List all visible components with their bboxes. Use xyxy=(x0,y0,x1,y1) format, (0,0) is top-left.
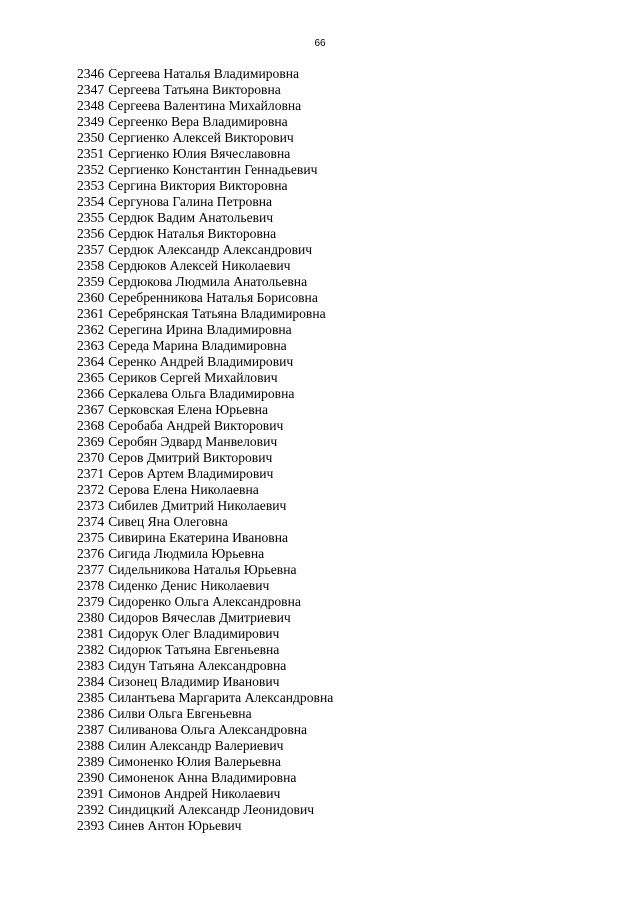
entry-number: 2380 xyxy=(77,610,105,625)
entry-name: Силантьева Маргарита Александровна xyxy=(108,690,334,705)
entry-name: Сивец Яна Олеговна xyxy=(108,514,228,529)
entry-number: 2368 xyxy=(77,418,105,433)
list-item xyxy=(77,210,333,226)
entry-name: Серобян Эдвард Манвелович xyxy=(108,434,278,449)
entry-name: Серов Артем Владимирович xyxy=(108,466,274,481)
entry-name: Середа Марина Владимировна xyxy=(108,338,287,353)
entry-name: Серенко Андрей Владимирович xyxy=(108,354,294,369)
entry-number: 2361 xyxy=(77,306,105,321)
entry-name: Сердюк Александр Александрович xyxy=(108,242,313,257)
list-item xyxy=(77,386,333,402)
entry-name: Сизонец Владимир Иванович xyxy=(108,674,280,689)
entry-number: 2356 xyxy=(77,226,105,241)
list-item xyxy=(77,514,333,530)
entry-number: 2371 xyxy=(77,466,105,481)
entry-number: 2362 xyxy=(77,322,105,337)
entry-number: 2376 xyxy=(77,546,105,561)
entry-number: 2392 xyxy=(77,802,105,817)
list-item xyxy=(77,802,333,818)
list-item xyxy=(77,482,333,498)
entry-name: Силви Ольга Евгеньевна xyxy=(108,706,252,721)
list-item xyxy=(77,66,333,82)
list-item xyxy=(77,130,333,146)
list-item xyxy=(77,418,333,434)
entry-number: 2360 xyxy=(77,290,105,305)
list-item xyxy=(77,178,333,194)
list-item xyxy=(77,242,333,258)
list-item xyxy=(77,658,333,674)
entry-name: Серова Елена Николаевна xyxy=(108,482,259,497)
entry-number: 2346 xyxy=(77,66,105,81)
entry-number: 2367 xyxy=(77,402,105,417)
list-item xyxy=(77,594,333,610)
entry-name: Синев Антон Юрьевич xyxy=(108,818,242,833)
entry-name: Сергеева Валентина Михайловна xyxy=(108,98,302,113)
entry-name: Сидун Татьяна Александровна xyxy=(108,658,287,673)
entry-number: 2357 xyxy=(77,242,105,257)
entry-name: Силиванова Ольга Александровна xyxy=(108,722,308,737)
entry-number: 2365 xyxy=(77,370,105,385)
entry-number: 2384 xyxy=(77,674,105,689)
entry-number: 2366 xyxy=(77,386,105,401)
entry-number: 2364 xyxy=(77,354,105,369)
entry-number: 2348 xyxy=(77,98,105,113)
entry-number: 2353 xyxy=(77,178,105,193)
entry-number: 2393 xyxy=(77,818,105,833)
list-item xyxy=(77,770,333,786)
entry-number: 2377 xyxy=(77,562,105,577)
list-item xyxy=(77,578,333,594)
entry-name: Сиденко Денис Николаевич xyxy=(108,578,270,593)
entry-number: 2373 xyxy=(77,498,105,513)
entry-name: Сериков Сергей Михайлович xyxy=(108,370,278,385)
entry-name: Синдицкий Александр Леонидович xyxy=(108,802,315,817)
entry-name: Сергиенко Юлия Вячеславовна xyxy=(108,146,291,161)
list-item xyxy=(77,546,333,562)
entry-name: Симоненко Юлия Валерьевна xyxy=(108,754,281,769)
entry-name: Сидоров Вячеслав Дмитриевич xyxy=(108,610,291,625)
list-item xyxy=(77,114,333,130)
entry-number: 2378 xyxy=(77,578,105,593)
entry-name: Симоненок Анна Владимировна xyxy=(108,770,297,785)
entry-name: Серковская Елена Юрьевна xyxy=(108,402,268,417)
entry-number: 2363 xyxy=(77,338,105,353)
entry-name: Сергиенко Алексей Викторович xyxy=(108,130,294,145)
entry-name: Сергеева Татьяна Викторовна xyxy=(108,82,281,97)
entry-number: 2374 xyxy=(77,514,105,529)
list-item xyxy=(77,290,333,306)
list-item xyxy=(77,274,333,290)
list-item xyxy=(77,562,333,578)
list-item xyxy=(77,354,333,370)
list-item xyxy=(77,754,333,770)
entry-number: 2372 xyxy=(77,482,105,497)
entry-number: 2388 xyxy=(77,738,105,753)
list-item xyxy=(77,82,333,98)
entry-number: 2375 xyxy=(77,530,105,545)
name-list xyxy=(77,66,333,834)
entry-number: 2354 xyxy=(77,194,105,209)
entry-number: 2351 xyxy=(77,146,105,161)
entry-name: Сергиенко Константин Геннадьевич xyxy=(108,162,318,177)
entry-name: Сидорук Олег Владимирович xyxy=(108,626,280,641)
list-item xyxy=(77,642,333,658)
entry-name: Сердюк Наталья Викторовна xyxy=(108,226,277,241)
entry-number: 2391 xyxy=(77,786,105,801)
list-item xyxy=(77,258,333,274)
list-item xyxy=(77,690,333,706)
entry-number: 2352 xyxy=(77,162,105,177)
list-item xyxy=(77,738,333,754)
entry-number: 2379 xyxy=(77,594,105,609)
entry-name: Сивирина Екатерина Ивановна xyxy=(108,530,289,545)
entry-number: 2381 xyxy=(77,626,105,641)
list-item xyxy=(77,162,333,178)
entry-name: Сигида Людмила Юрьевна xyxy=(108,546,265,561)
list-item xyxy=(77,706,333,722)
entry-name: Сидорюк Татьяна Евгеньевна xyxy=(108,642,280,657)
list-item xyxy=(77,146,333,162)
entry-name: Серебренникова Наталья Борисовна xyxy=(108,290,318,305)
list-item xyxy=(77,674,333,690)
entry-number: 2382 xyxy=(77,642,105,657)
entry-name: Сергина Виктория Викторовна xyxy=(108,178,288,193)
list-item xyxy=(77,98,333,114)
entry-name: Сидельникова Наталья Юрьевна xyxy=(108,562,297,577)
entry-number: 2389 xyxy=(77,754,105,769)
list-item xyxy=(77,498,333,514)
list-item xyxy=(77,722,333,738)
entry-number: 2386 xyxy=(77,706,105,721)
entry-name: Серов Дмитрий Викторович xyxy=(108,450,273,465)
entry-name: Серобаба Андрей Викторович xyxy=(108,418,284,433)
entry-name: Сердюкова Людмила Анатольевна xyxy=(108,274,308,289)
entry-name: Сердюков Алексей Николаевич xyxy=(108,258,291,273)
entry-name: Сергунова Галина Петровна xyxy=(108,194,273,209)
list-item xyxy=(77,322,333,338)
entry-name: Сердюк Вадим Анатольевич xyxy=(108,210,274,225)
list-item xyxy=(77,434,333,450)
entry-name: Серкалева Ольга Владимировна xyxy=(108,386,295,401)
list-item xyxy=(77,818,333,834)
entry-number: 2387 xyxy=(77,722,105,737)
list-item xyxy=(77,194,333,210)
entry-number: 2347 xyxy=(77,82,105,97)
entry-name: Серебрянская Татьяна Владимировна xyxy=(108,306,326,321)
list-item xyxy=(77,450,333,466)
entry-name: Серегина Ирина Владимировна xyxy=(108,322,292,337)
entry-number: 2390 xyxy=(77,770,105,785)
entry-name: Силин Александр Валериевич xyxy=(108,738,284,753)
list-item xyxy=(77,306,333,322)
list-item xyxy=(77,786,333,802)
list-item xyxy=(77,338,333,354)
list-item xyxy=(77,610,333,626)
page-number: 66 xyxy=(314,38,326,49)
entry-number: 2355 xyxy=(77,210,105,225)
entry-name: Сибилев Дмитрий Николаевич xyxy=(108,498,287,513)
entry-number: 2358 xyxy=(77,258,105,273)
entry-number: 2370 xyxy=(77,450,105,465)
entry-name: Сергеенко Вера Владимировна xyxy=(108,114,288,129)
list-item xyxy=(77,226,333,242)
entry-number: 2359 xyxy=(77,274,105,289)
list-item xyxy=(77,626,333,642)
entry-number: 2349 xyxy=(77,114,105,129)
entry-number: 2369 xyxy=(77,434,105,449)
list-item xyxy=(77,402,333,418)
entry-number: 2383 xyxy=(77,658,105,673)
entry-number: 2350 xyxy=(77,130,105,145)
entry-name: Сидоренко Ольга Александровна xyxy=(108,594,301,609)
list-item xyxy=(77,530,333,546)
list-item xyxy=(77,370,333,386)
list-item xyxy=(77,466,333,482)
entry-number: 2385 xyxy=(77,690,105,705)
entry-name: Сергеева Наталья Владимировна xyxy=(108,66,300,81)
entry-name: Симонов Андрей Николаевич xyxy=(108,786,281,801)
